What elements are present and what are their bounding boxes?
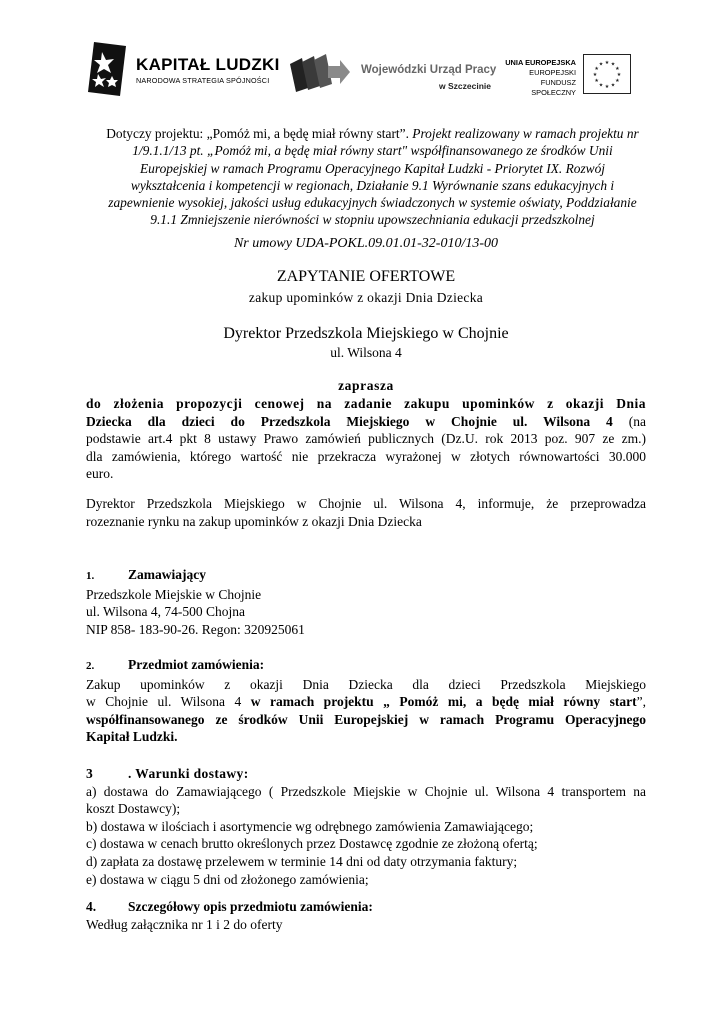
director-address: ul. Wilsona 4 [330, 345, 402, 360]
section-3-item-d: d) zapłata za dostawę przelewem w terminie 14 dni od daty otrzymania faktury; [86, 853, 518, 869]
wup-emblem-icon [288, 54, 350, 94]
svg-text:★: ★ [615, 78, 620, 84]
svg-text:★: ★ [610, 82, 616, 89]
kapital-ludzki-title: KAPITAŁ LUDZKI [136, 55, 280, 74]
section-3-item-e: e) dostawa w ciągu 5 dni od złożonego zamówienia; [86, 871, 369, 887]
section-2-title: Przedmiot zamówienia: [128, 657, 265, 672]
section-3-item-a-line-2: koszt Dostawcy); [86, 801, 181, 817]
document-subtitle: zakup upominków z okazji Dnia Dziecka [248, 290, 484, 305]
header-line-1b: Projekt realizowany w ramach projektu nr [412, 126, 639, 141]
section-2-line-2a: w Chojnie ul. Wilsona 4 [86, 694, 251, 710]
svg-text:★: ★ [598, 61, 604, 68]
header-line-4: wykształcenia i kompetencji w regionach, Działanie 9.1 Wyrównanie szans edukacyjnych i [130, 177, 615, 193]
intro-paragraph [86, 395, 646, 483]
intro-line-3: podstawie art.4 pkt 8 ustawy Prawo zamówień publicznych (Dz.U. rok 2013 poz. 907 ze zm.) [86, 431, 646, 447]
ue-line-1: UNIA EUROPEJSKA [505, 58, 576, 67]
section-3 [86, 765, 646, 888]
section-1-title: Zamawiający [128, 567, 206, 582]
section-3-item-b: b) dostawa w ilościach i asortymencie wg odrębnego zamówienia Zamawiającego; [86, 818, 534, 834]
section-4-title: Szczegółowy opis przedmiotu zamówienia: [128, 899, 373, 914]
section-1-line-3: NIP 858- 183-90-26. Regon: 320925061 [86, 621, 305, 637]
svg-text:★: ★ [616, 72, 622, 78]
svg-text:★: ★ [604, 60, 610, 66]
header-line-1a: Dotyczy projektu: „Pomóż mi, a będę miał równy start”. [106, 126, 413, 141]
svg-text:★: ★ [598, 82, 604, 89]
ue-line-3: FUNDUSZ SPOŁECZNY [531, 78, 576, 97]
section-3-title: . Warunki dostawy: [128, 766, 249, 781]
intro-line-4: dla zamówienia, którego wartość nie przekracza wyrażonej w złotych równowartości 30.000 [86, 448, 646, 464]
section-2-number: 2. [86, 660, 95, 672]
kapital-ludzki-subtitle: NARODOWA STRATEGIA SPÓJNOŚCI [136, 76, 270, 85]
eu-flag-icon [583, 54, 631, 94]
intro-line-5: euro. [86, 466, 114, 482]
header-line-3: Europejskiej w ramach Programu Operacyjnego Kapitał Ludzki - Priorytet IX. Rozwój [139, 160, 606, 176]
header-line-2: 1/9.1.1/13 pt. „Pomóż mi, a będę miał równy start" współfinansowanego ze środków Unii [132, 143, 613, 159]
document-title: ZAPYTANIE OFERTOWE [276, 268, 456, 285]
wup-name: Wojewódzki Urząd Pracy [361, 64, 497, 76]
ue-line-2: EUROPEJSKI [529, 68, 576, 77]
svg-text:★: ★ [604, 84, 610, 90]
section-1-line-1: Przedszkole Miejskie w Chojnie [86, 586, 262, 602]
section-2-line-2c: ”, [636, 694, 646, 710]
section-3-number: 3 [86, 766, 93, 781]
wup-city: w Szczecinie [439, 81, 491, 91]
svg-text:★: ★ [594, 66, 599, 72]
section-3-item-c: c) dostawa w cenach brutto określonych przez Dostawcę zgodnie ze złożoną ofertą; [86, 836, 538, 852]
section-1 [86, 566, 646, 638]
section-2-line-3: współfinansowanego ze środków Unii Europejskiej w ramach Programu Operacyjnego [86, 711, 646, 727]
contract-number: Nr umowy UDA-POKL.09.01.01-32-010/13-00 [233, 236, 499, 251]
intro-line-2-tail: (na [612, 413, 646, 429]
header-line-5: zapewnienie wysokiej, jakości usług edukacyjnych świadczonych w systemie oświaty, Poddziałanie [108, 195, 637, 211]
invites-word: zaprasza [338, 378, 394, 393]
intro-p2-line-1: Dyrektor Przedszkola Miejskiego w Chojnie ul. Wilsona 4, informuje, że przeprowadza [86, 496, 646, 511]
section-2-line-4: Kapitał Ludzki. [86, 729, 178, 745]
section-4-number: 4. [86, 899, 97, 914]
svg-text:★: ★ [610, 61, 616, 68]
section-2-line-1: Zakup upominków z okazji Dnia Dziecka dla dzieci Przedszkola Miejskiego [86, 676, 646, 692]
kapital-ludzki-emblem-icon [86, 42, 128, 100]
intro-bold-line-2: Dziecka dla dzieci do Przedszkola Miejskiego w Chojnie ul. Wilsona 4 [86, 413, 613, 429]
project-header [100, 125, 645, 229]
section-2 [86, 656, 646, 746]
ue-text [494, 58, 576, 98]
intro-p2-line-2: rozeznanie rynku na zakup upominków z okazji Dnia Dziecka [86, 513, 422, 529]
header-line-6: 9.1.1 Zmniejszenie nierówności w stopniu upowszechniania edukacji przedszkolnej [150, 212, 595, 228]
svg-text:★: ★ [615, 66, 620, 72]
intro-paragraph-2 [86, 495, 646, 530]
director-heading: Dyrektor Przedszkola Miejskiego w Chojnie [223, 325, 509, 342]
svg-text:★: ★ [592, 72, 598, 78]
intro-bold-line-1: do złożenia propozycji cenowej na zadanie zakupu upominków z okazji Dnia [86, 396, 646, 411]
section-2-line-2b: w ramach projektu „ Pomóż mi, a będę miał równy start [250, 694, 637, 710]
svg-text:★: ★ [594, 78, 599, 84]
logo-bar [86, 40, 636, 110]
section-1-line-2: ul. Wilsona 4, 74-500 Chojna [86, 604, 245, 620]
section-4-line-1: Według załącznika nr 1 i 2 do oferty [86, 916, 283, 932]
section-4 [86, 898, 646, 933]
section-1-number: 1. [86, 570, 95, 582]
section-3-item-a-line-1: a) dostawa do Zamawiającego ( Przedszkole Miejskie w Chojnie ul. Wilsona 4 transportem na [86, 783, 646, 799]
